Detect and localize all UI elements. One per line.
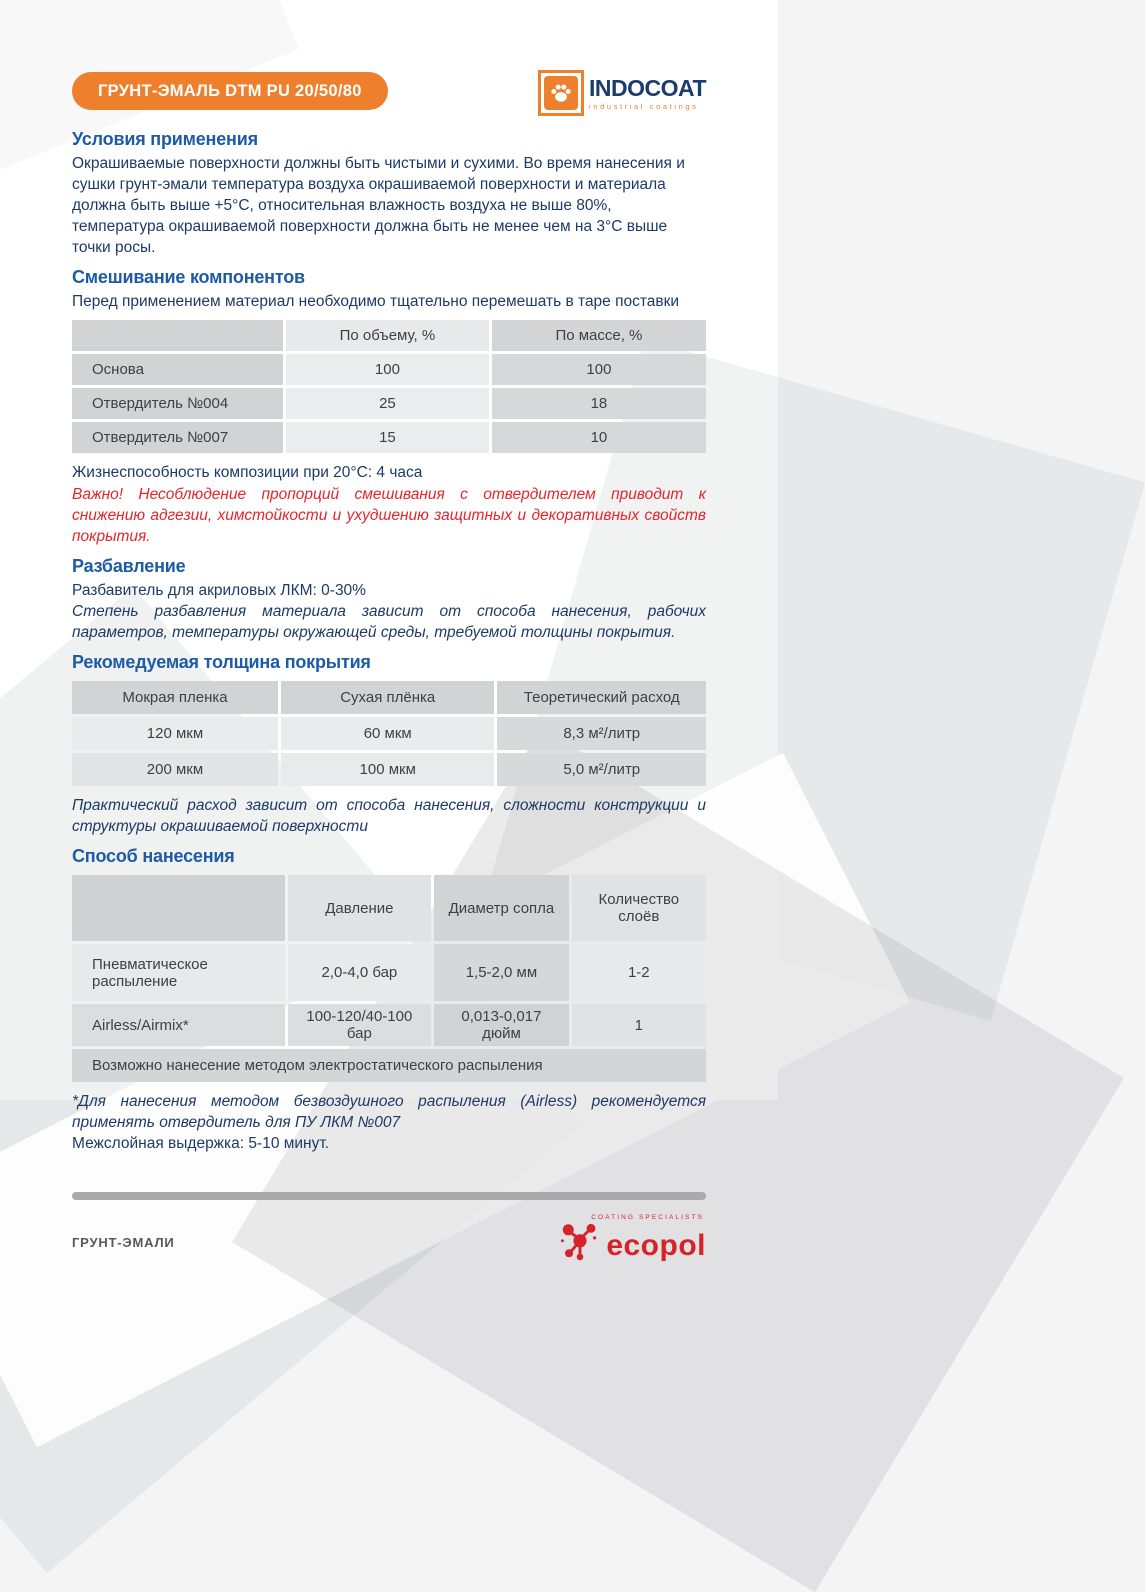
table-header-cell: Диаметр сопла (434, 875, 568, 941)
page-footer (72, 1192, 706, 1271)
table-cell: 120 мкм (72, 717, 278, 750)
section-title-thickness: Рекомедуемая толщина покрытия (72, 652, 371, 673)
table-header-cell: Мокрая пленка (72, 681, 278, 714)
mixing-intro: Перед применением материал необходимо тщательно перемешать в таре поставки (72, 293, 680, 311)
warning-text: Важно! Несоблюдение пропорций смешивания с отвердителем приводит к снижению адгезии, химстойкости и ухудшению защитных и декоративных свойств покрытия. (72, 485, 706, 545)
page-header (72, 0, 706, 116)
table-cell: 1 (572, 1004, 706, 1046)
table-row (72, 1049, 706, 1082)
application-table (69, 872, 709, 1085)
table-header-cell: Количество слоёв (572, 875, 706, 941)
section-title-dilution: Разбавление (72, 555, 186, 576)
dilution-line: Разбавитель для акриловых ЛКМ: 0-30% (72, 581, 366, 599)
table-cell: 100 (492, 354, 706, 385)
paint-splat-icon (558, 1220, 602, 1271)
table-cell: 15 (286, 422, 489, 453)
interlayer-text: Межслойная выдержка: 5-10 минут. (72, 1135, 330, 1153)
table-cell: 2,0-4,0 бар (288, 944, 432, 1001)
table-cell: 100 (286, 354, 489, 385)
table-header-cell (72, 320, 283, 351)
table-cell: 60 мкм (281, 717, 495, 750)
table-cell: 0,013-0,017 дюйм (434, 1004, 568, 1046)
table-header-row (72, 681, 706, 714)
table-cell: 1,5-2,0 мм (434, 944, 568, 1001)
table-cell: 100-120/40-100 бар (288, 1004, 432, 1046)
ecopol-logo (558, 1214, 706, 1271)
table-row (72, 354, 706, 385)
table-cell: Отвердитель №007 (72, 422, 283, 453)
indocoat-logo-text (589, 70, 706, 111)
table-cell: Основа (72, 354, 283, 385)
table-cell: 200 мкм (72, 753, 278, 786)
product-title-badge: ГРУНТ-ЭМАЛЬ DTM PU 20/50/80 (72, 72, 388, 110)
section-title-mixing: Смешивание компонентов (72, 267, 305, 288)
table-header-cell: По объему, % (286, 320, 489, 351)
table-row (72, 717, 706, 750)
table-cell: 1-2 (572, 944, 706, 1001)
table-header-cell: Сухая плёнка (281, 681, 495, 714)
application-footnote: *Для нанесения методом безвоздушного распыления (Airless) рекомендуется применять отвердитель для ПУ ЛКМ №007 (72, 1093, 706, 1132)
indocoat-logo (538, 70, 706, 116)
dilution-note: Степень разбавления материала зависит от способа нанесения, рабочих параметров, температуры окружающей среды, требуемой толщины покрытия. (72, 602, 706, 641)
table-header-row (72, 320, 706, 351)
ecopol-tagline: COATING SPECIALISTS (591, 1214, 704, 1222)
conditions-text: Окрашиваемые поверхности должны быть чистыми и сухими. Во время нанесения и сушки грунт-эмали температура воздуха окрашиваемой поверхности и материала должна быть выше +5°С, относительная влажность воздуха не выше 80%, температура окрашиваемой поверхности должна быть не менее чем на 3°С выше точки росы. (72, 155, 685, 257)
table-cell: Airless/Airmix* (72, 1004, 285, 1046)
ecopol-wordmark: ecopol (606, 1228, 706, 1262)
table-cell: 5,0 м²/литр (497, 753, 706, 786)
table-header-cell (72, 875, 285, 941)
table-footer-cell: Возможно нанесение методом электростатического распыления (72, 1049, 706, 1082)
table-row (72, 944, 706, 1001)
footer-divider (72, 1192, 706, 1200)
table-header-cell: Теоретический расход (497, 681, 706, 714)
table-cell: 25 (286, 388, 489, 419)
indocoat-logo-frame (538, 70, 584, 116)
paw-icon (544, 76, 578, 110)
thickness-table (69, 678, 709, 789)
table-cell: 100 мкм (281, 753, 495, 786)
table-cell: Пневматическое распыление (72, 944, 285, 1001)
potlife-text: Жизнеспособность композиции при 20°С: 4 часа (72, 464, 423, 482)
brand-name: INDOCOAT (589, 75, 706, 101)
table-header-cell: Давление (288, 875, 432, 941)
table-cell: 18 (492, 388, 706, 419)
table-cell: Отвердитель №004 (72, 388, 283, 419)
table-cell: 10 (492, 422, 706, 453)
thickness-note: Практический расход зависит от способа нанесения, сложности конструкции и структуры окрашиваемой поверхности (72, 797, 706, 836)
table-header-row (72, 875, 706, 941)
brand-tagline: industrial coatings (589, 102, 699, 111)
footer-category-label: ГРУНТ-ЭМАЛИ (72, 1235, 175, 1251)
section-title-application: Способ нанесения (72, 846, 235, 867)
table-row (72, 388, 706, 419)
table-row (72, 1004, 706, 1046)
section-title-conditions: Условия применения (72, 129, 258, 149)
table-row (72, 422, 706, 453)
mixing-table (69, 317, 709, 456)
table-cell: 8,3 м²/литр (497, 717, 706, 750)
table-row (72, 753, 706, 786)
table-header-cell: По массе, % (492, 320, 706, 351)
